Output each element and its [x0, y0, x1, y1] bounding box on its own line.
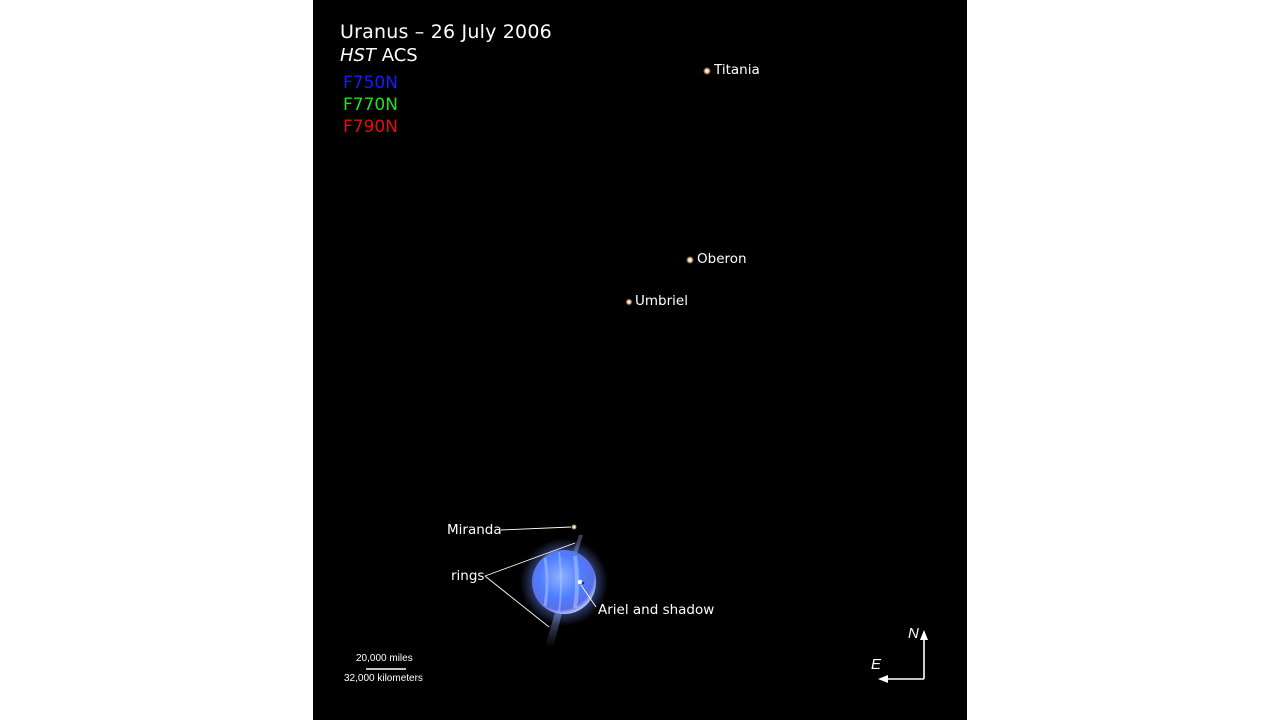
- scale-miles: 20,000 miles: [356, 653, 413, 664]
- miranda-leader-line: [501, 527, 571, 530]
- uranus-planet: [520, 538, 608, 626]
- filter-f790n: F790N: [343, 117, 398, 137]
- label-umbriel: Umbriel: [635, 293, 688, 309]
- label-titania: Titania: [714, 62, 760, 78]
- scale-kilometers: 32,000 kilometers: [344, 673, 423, 684]
- filter-f750n: F750N: [343, 73, 398, 93]
- moon-oberon: [686, 256, 694, 264]
- compass-east-label: E: [871, 656, 882, 673]
- moon-miranda: [571, 524, 577, 530]
- label-miranda: Miranda: [447, 522, 502, 538]
- label-rings: rings: [451, 568, 485, 584]
- image-panel: [313, 0, 967, 720]
- label-oberon: Oberon: [697, 251, 747, 267]
- moon-umbriel: [626, 299, 633, 306]
- label-ariel-and-shadow: Ariel and shadow: [598, 602, 715, 618]
- compass-north-label: N: [908, 625, 919, 642]
- image-title: Uranus – 26 July 2006: [340, 21, 552, 43]
- compass-icon: [878, 630, 928, 683]
- filter-f770n: F770N: [343, 95, 398, 115]
- instrument-name: ACS: [381, 45, 418, 66]
- moon-titania: [703, 67, 711, 75]
- telescope-name: HST: [340, 45, 376, 66]
